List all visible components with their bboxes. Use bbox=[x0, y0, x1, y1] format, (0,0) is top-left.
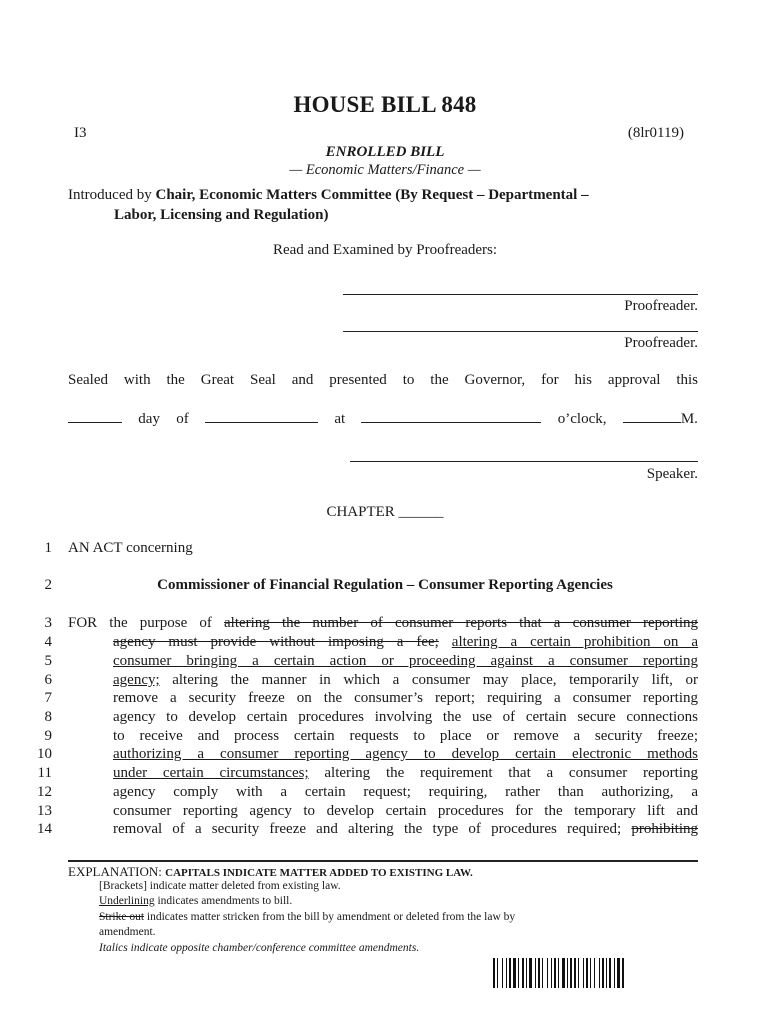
introduced-by bbox=[68, 185, 700, 225]
am-pm-blank bbox=[623, 410, 681, 423]
body-text: altering the manner in which a consumer may place, temporarily lift, or bbox=[159, 672, 698, 688]
time-blank bbox=[361, 410, 541, 423]
purpose-line-3 bbox=[68, 615, 698, 632]
speaker-label: Speaker. bbox=[646, 466, 698, 482]
line-number: 6 bbox=[44, 672, 52, 688]
line-number: 2 bbox=[44, 577, 52, 593]
sponsor-line-1: Chair, Economic Matters Committee (By Request – Departmental – bbox=[155, 187, 589, 203]
amended-text: under certain circumstances; bbox=[113, 765, 309, 781]
amended-text: consumer bringing a certain action or proceeding against a consumer reporting bbox=[113, 653, 698, 669]
introduced-prefix: Introduced by bbox=[68, 187, 156, 203]
purpose-line-8: agency to develop certain procedures involving the use of certain secure connections bbox=[113, 709, 698, 725]
bill-title: HOUSE BILL 848 bbox=[293, 92, 477, 117]
line-number: 12 bbox=[37, 784, 52, 800]
purpose-line-12: agency comply with a certain request; requiring, rather than authorizing, a bbox=[113, 784, 698, 800]
purpose-line-9: to receive and process certain requests to place or remove a security freeze; bbox=[113, 728, 698, 744]
line-number: 3 bbox=[44, 615, 52, 631]
purpose-intro: FOR the purpose of bbox=[68, 615, 224, 631]
explanation-italics: Italics indicate opposite chamber/conference committee amendments. bbox=[99, 942, 420, 954]
committee-label: — Economic Matters/Finance — bbox=[289, 162, 481, 178]
brackets-text: indicate matter deleted from existing law. bbox=[146, 880, 341, 892]
explanation-strikeout bbox=[99, 911, 515, 923]
m-word: M. bbox=[680, 411, 698, 427]
date-blank-row bbox=[68, 410, 698, 428]
proofreader-signature-line-1 bbox=[343, 294, 698, 295]
purpose-line-5 bbox=[113, 653, 698, 670]
underlining-symbol: Underlining bbox=[99, 895, 155, 907]
sponsor-line-2: Labor, Licensing and Regulation) bbox=[114, 207, 329, 223]
stricken-text: prohibiting bbox=[631, 821, 698, 837]
proofreader-label-1: Proofreader. bbox=[624, 298, 698, 314]
stricken-text: agency must provide without imposing a fee; bbox=[113, 634, 439, 650]
strikeout-text: indicates matter stricken from the bill by amendment or deleted from the law by bbox=[144, 911, 516, 923]
at-word: at bbox=[334, 411, 346, 427]
barcode-image bbox=[493, 958, 679, 988]
underlining-text: indicates amendments to bill. bbox=[154, 895, 293, 907]
stricken-text: altering the number of consumer reports that a consumer reporting bbox=[224, 615, 698, 631]
line-number: 14 bbox=[37, 821, 52, 837]
speaker-signature-line bbox=[350, 461, 698, 462]
line-number: 11 bbox=[37, 765, 52, 781]
act-concerning: AN ACT concerning bbox=[68, 540, 193, 556]
purpose-line-11 bbox=[113, 765, 698, 782]
day-word: day bbox=[138, 411, 160, 427]
proofreader-label-2: Proofreader. bbox=[624, 335, 698, 351]
subject-code: I3 bbox=[74, 125, 87, 141]
explanation-rule bbox=[68, 860, 698, 862]
month-blank bbox=[205, 410, 318, 423]
sealed-sentence: Sealed with the Great Seal and presented to the Governor, for his approval this bbox=[68, 372, 698, 388]
explanation-underlining bbox=[99, 895, 292, 907]
purpose-line-14 bbox=[113, 821, 698, 838]
purpose-line-13: consumer reporting agency to develop certain procedures for the temporary lift and bbox=[113, 803, 698, 819]
purpose-line-6 bbox=[113, 672, 698, 689]
purpose-line-7: remove a security freeze on the consumer’s report; requiring a consumer reporting bbox=[113, 690, 698, 706]
of-word: of bbox=[176, 411, 189, 427]
chapter-line: CHAPTER ______ bbox=[326, 504, 444, 520]
body-text: removal of a security freeze and altering the type of procedures required; bbox=[113, 821, 632, 837]
brackets-symbol: [Brackets] bbox=[99, 880, 147, 892]
amended-text: agency; bbox=[113, 672, 160, 688]
line-number: 13 bbox=[37, 803, 52, 819]
line-number: 5 bbox=[44, 653, 52, 669]
lr-number: (8lr0119) bbox=[627, 125, 684, 141]
proofreader-signature-line-2 bbox=[343, 331, 698, 332]
explanation-strikeout-cont: amendment. bbox=[99, 926, 156, 938]
line-number: 9 bbox=[44, 728, 52, 744]
purpose-line-10 bbox=[113, 746, 698, 763]
proofread-heading: Read and Examined by Proofreaders: bbox=[272, 242, 498, 258]
explanation-brackets bbox=[99, 880, 341, 892]
day-blank bbox=[68, 410, 122, 423]
oclock-word: o’clock, bbox=[557, 411, 607, 427]
line-number: 1 bbox=[44, 540, 52, 556]
explanation-heading bbox=[68, 864, 473, 880]
amended-text: altering a certain prohibition on a bbox=[451, 634, 699, 650]
line-number: 4 bbox=[44, 634, 52, 650]
explanation-label: EXPLANATION: bbox=[68, 864, 166, 879]
line-number: 8 bbox=[44, 709, 52, 725]
amended-text: authorizing a consumer reporting agency to develop certain electronic methods bbox=[113, 746, 698, 762]
purpose-line-4 bbox=[113, 634, 698, 651]
explanation-caps: CAPITALS INDICATE MATTER ADDED TO EXISTING LAW. bbox=[165, 867, 473, 879]
act-title: Commissioner of Financial Regulation – Consumer Reporting Agencies bbox=[157, 577, 613, 593]
body-text: altering the requirement that a consumer reporting bbox=[308, 765, 698, 781]
line-number: 7 bbox=[44, 690, 52, 706]
enrolled-bill-label: ENROLLED BILL bbox=[325, 144, 445, 160]
strikeout-symbol: Strike out bbox=[99, 911, 145, 923]
line-number: 10 bbox=[37, 746, 52, 762]
